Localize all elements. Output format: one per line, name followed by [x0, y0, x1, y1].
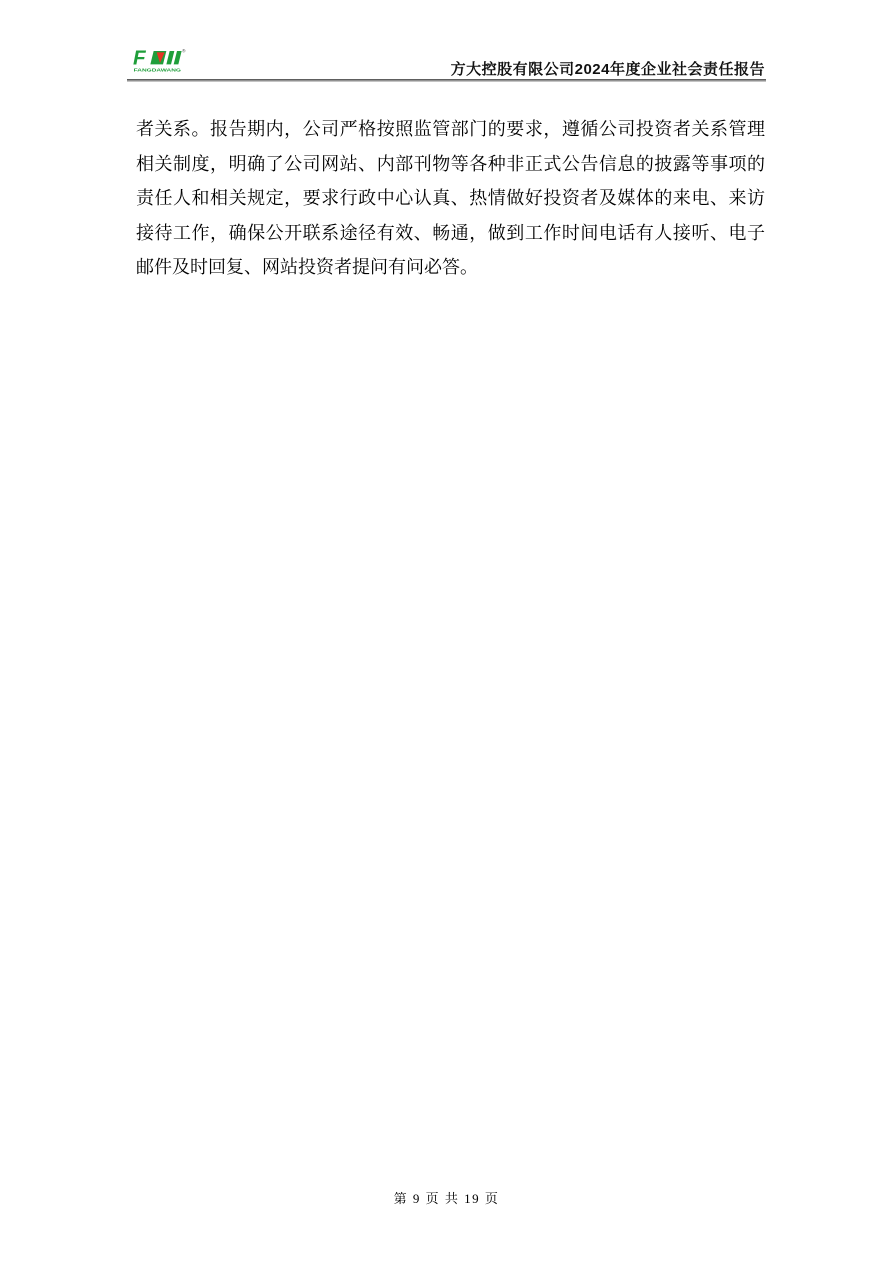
body-text-line: 责任人和相关规定，要求行政中心认真、热情做好投资者及媒体的来电、来访: [136, 188, 765, 209]
body-text-line: 相关制度，明确了公司网站、内部刊物等各种非正式公告信息的披露等事项的: [136, 153, 765, 174]
registered-trademark-icon: ®: [182, 48, 186, 54]
body-text-line: 接待工作，确保公开联系途径有效、畅通，做到工作时间电话有人接听、电子: [136, 222, 765, 243]
fangdawang-logo-icon: [133, 47, 187, 78]
body-text-line: 者关系。报告期内，公司严格按照监管部门的要求，遵循公司投资者关系管理: [136, 119, 765, 139]
logo-subtext: FANGDAWANG: [133, 67, 182, 73]
report-header-title: 方大控股有限公司2024年度企业社会责任报告: [450, 61, 765, 78]
logo-brand-letter: F: [133, 47, 146, 70]
page-number-indicator: 第 9 页 共 19 页: [393, 1191, 500, 1206]
company-logo: [133, 47, 187, 78]
logo-slash-shape: [166, 51, 174, 64]
body-text-line: 邮件及时回复、网站投资者提问有问必答。: [136, 257, 478, 278]
logo-slash-shape: [174, 51, 182, 64]
header-divider: [127, 79, 766, 82]
body-paragraph: [136, 112, 765, 285]
